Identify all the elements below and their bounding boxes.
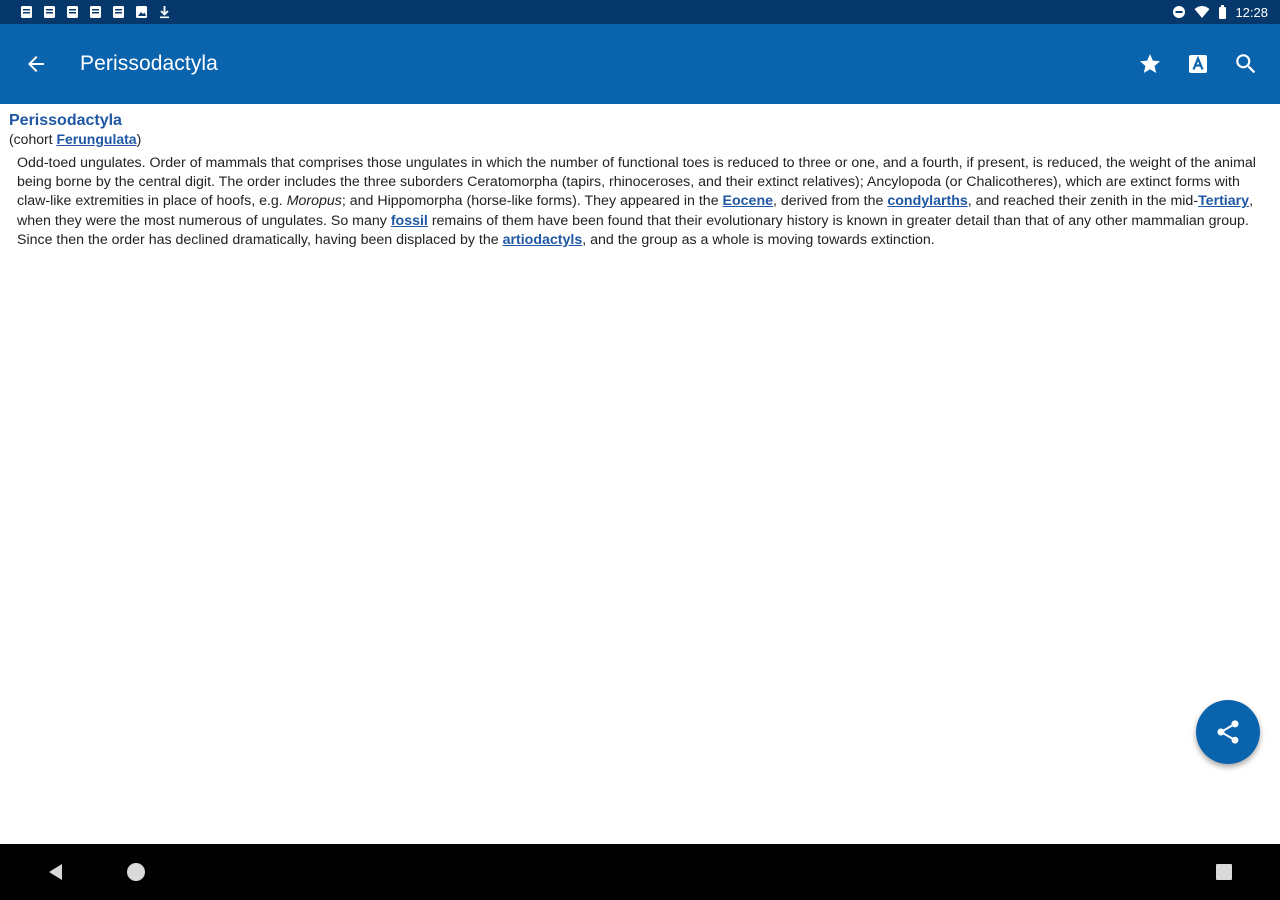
back-button[interactable]: [0, 24, 72, 104]
system-nav-bar: [0, 844, 1280, 900]
definition-text: remains of them have been found that their evolutionary history is known in greater detail than that of any other mammalian group. Since then the order has declined dramatically, having been displaced by the: [17, 212, 1249, 248]
nav-back-icon: [46, 862, 66, 882]
nav-home-button[interactable]: [120, 856, 152, 888]
definition-text: ; and Hippomorpha (horse-like forms). They appeared in the: [341, 193, 723, 210]
cohort-suffix: ): [136, 131, 142, 147]
star-icon: [1138, 52, 1162, 76]
page-title: Perissodactyla: [80, 52, 218, 75]
link-condylarths[interactable]: condylarths: [887, 193, 968, 210]
notification-doc-icon: [66, 5, 79, 19]
battery-icon: [1218, 5, 1227, 19]
definition-text: , and reached their zenith in the mid-: [967, 193, 1199, 210]
status-bar: [0, 0, 1280, 24]
notification-doc-icon: [43, 5, 56, 19]
entry-cohort: [9, 131, 1271, 147]
definition-text: , derived from the: [773, 193, 888, 210]
link-tertiary[interactable]: Tertiary: [1198, 193, 1250, 210]
system-status: [1172, 5, 1268, 20]
font-size-icon: [1186, 52, 1210, 76]
nav-home-icon: [126, 862, 146, 882]
notification-doc-icon: [20, 5, 33, 19]
nav-recents-icon: [1215, 863, 1233, 881]
definition-text: , and the group as a whole is moving towards extinction.: [582, 231, 935, 248]
link-ferungulata[interactable]: Ferungulata: [56, 131, 137, 147]
entry-content: [0, 104, 1280, 844]
arrow-back-icon: [24, 52, 48, 76]
app-bar: [0, 24, 1280, 104]
search-icon: [1233, 51, 1259, 77]
do-not-disturb-icon: [1172, 5, 1186, 19]
favorite-button[interactable]: [1126, 40, 1174, 88]
toolbar-actions: [1126, 40, 1270, 88]
share-icon: [1214, 718, 1242, 746]
nav-recents-button[interactable]: [1208, 856, 1240, 888]
link-eocene[interactable]: Eocene: [722, 193, 773, 210]
wifi-icon: [1194, 5, 1210, 19]
link-fossil[interactable]: fossil: [390, 212, 428, 229]
link-artiodactyls[interactable]: artiodactyls: [502, 231, 583, 248]
entry-headword: Perissodactyla: [9, 112, 122, 129]
search-button[interactable]: [1222, 40, 1270, 88]
nav-back-button[interactable]: [40, 856, 72, 888]
notification-doc-icon: [112, 5, 125, 19]
share-button[interactable]: [1196, 700, 1260, 764]
notification-doc-icon: [89, 5, 102, 19]
font-size-button[interactable]: [1174, 40, 1222, 88]
definition-text: Odd-toed ungulates. Order of mammals that comprises those ungulates in which the number of functional toes is reduced to three or one, and a fourth, if present, is reduced, the weight of the animal being borne by the central digit. The order includes the three suborders Ceratomorpha (tapirs, rhinoceroses, and their extinct relatives); Ancylopoda (or Chalicotheres), which are extinct forms with claw-like extremities in place of hoofs, e.g.: [17, 155, 1256, 210]
notification-icons: [20, 5, 171, 19]
definition-italic: Moropus: [286, 193, 342, 210]
definition-text: , when they were the most numerous of ungulates. So many: [17, 193, 1254, 229]
notification-image-icon: [135, 5, 148, 19]
download-icon: [158, 5, 171, 19]
cohort-prefix: (cohort: [9, 131, 57, 147]
entry-definition: [9, 154, 1271, 250]
clock: 12:28: [1235, 4, 1268, 20]
